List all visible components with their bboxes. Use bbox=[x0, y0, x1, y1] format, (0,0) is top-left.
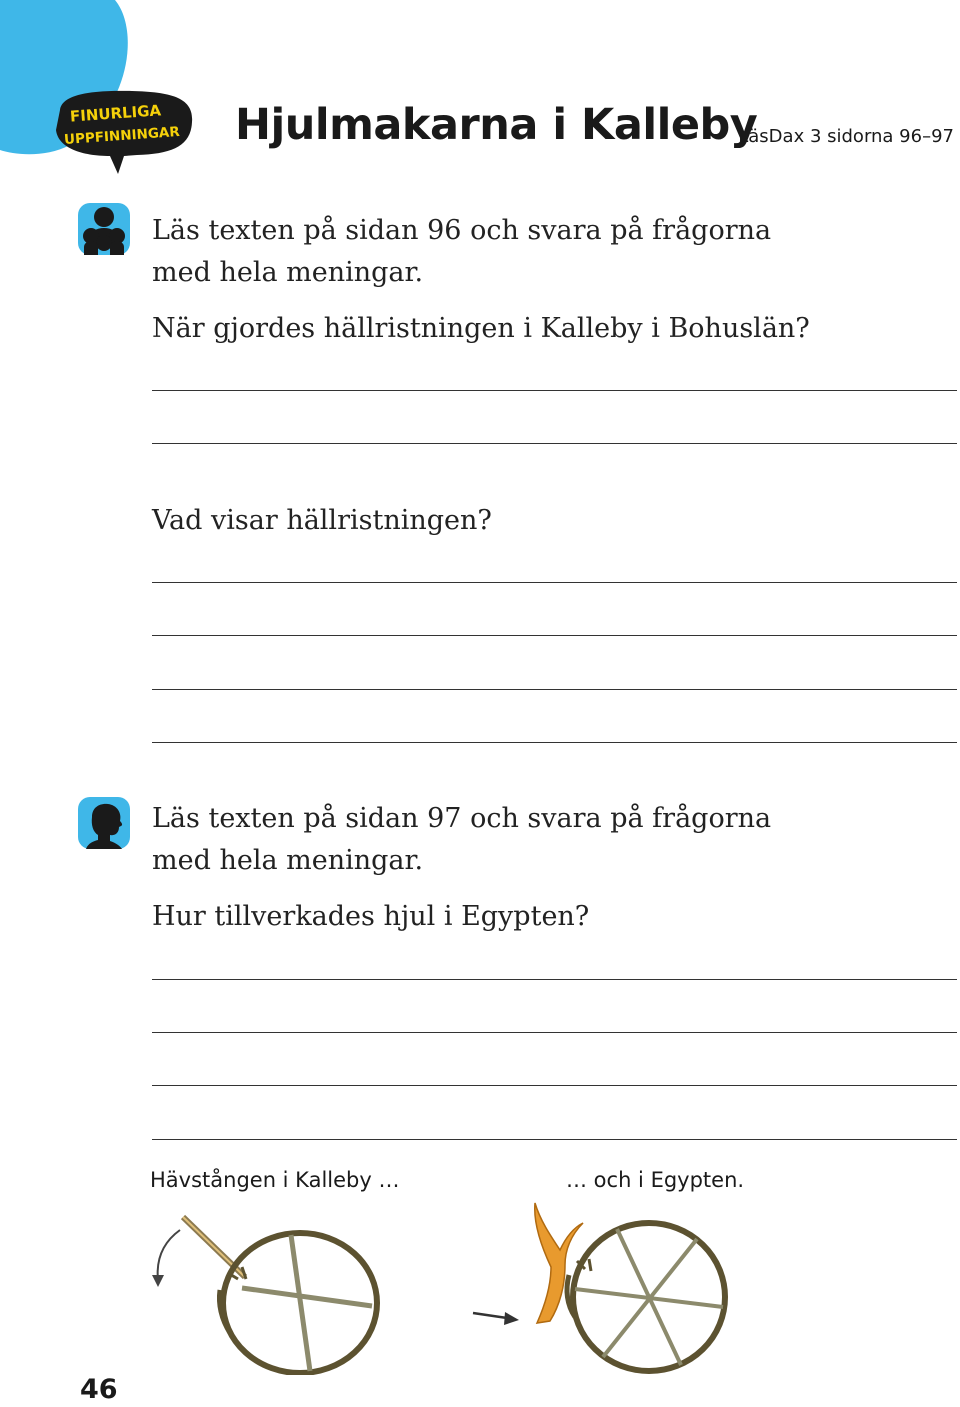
answer-line[interactable] bbox=[152, 1139, 957, 1140]
answer-line[interactable] bbox=[152, 742, 957, 743]
single-person-icon bbox=[78, 797, 130, 849]
answer-line[interactable] bbox=[152, 979, 957, 980]
badge-line-1: FINURLIGA bbox=[69, 101, 162, 126]
section2-instruction-line2: med hela meningar. bbox=[152, 845, 424, 876]
section2-question1: Hur tillverkades hjul i Egypten? bbox=[152, 901, 590, 932]
page-number: 46 bbox=[80, 1374, 118, 1405]
section1-question1: När gjordes hällristningen i Kalleby i Bohuslän? bbox=[152, 313, 810, 344]
rotation-arrow-icon bbox=[152, 1230, 180, 1287]
answer-line[interactable] bbox=[152, 582, 957, 583]
page-title: Hjulmakarna i Kalleby bbox=[235, 100, 758, 150]
kalleby-wheel-illustration bbox=[150, 1205, 390, 1375]
section1-question2: Vad visar hällristningen? bbox=[152, 505, 492, 536]
caption-kalleby: Hävstången i Kalleby … bbox=[150, 1168, 400, 1192]
answer-line[interactable] bbox=[152, 689, 957, 690]
answer-line[interactable] bbox=[152, 1032, 957, 1033]
finurliga-uppfinningar-badge bbox=[52, 88, 202, 178]
answer-line[interactable] bbox=[152, 443, 957, 444]
push-arrow-icon bbox=[473, 1312, 519, 1325]
badge-line-2: UPPFINNINGAR bbox=[63, 123, 181, 149]
caption-egypten: … och i Egypten. bbox=[566, 1168, 745, 1192]
section2-instruction-line1: Läs texten på sidan 97 och svara på frågorna bbox=[152, 803, 772, 834]
answer-line[interactable] bbox=[152, 390, 957, 391]
group-of-people-icon bbox=[78, 203, 130, 255]
page-subtitle: LäsDax 3 sidorna 96–97 bbox=[738, 126, 954, 147]
egypt-wheel-illustration bbox=[465, 1195, 740, 1375]
answer-line[interactable] bbox=[152, 635, 957, 636]
section1-instruction-line2: med hela meningar. bbox=[152, 257, 424, 288]
section1-instruction-line1: Läs texten på sidan 96 och svara på frågorna bbox=[152, 215, 772, 246]
answer-line[interactable] bbox=[152, 1085, 957, 1086]
